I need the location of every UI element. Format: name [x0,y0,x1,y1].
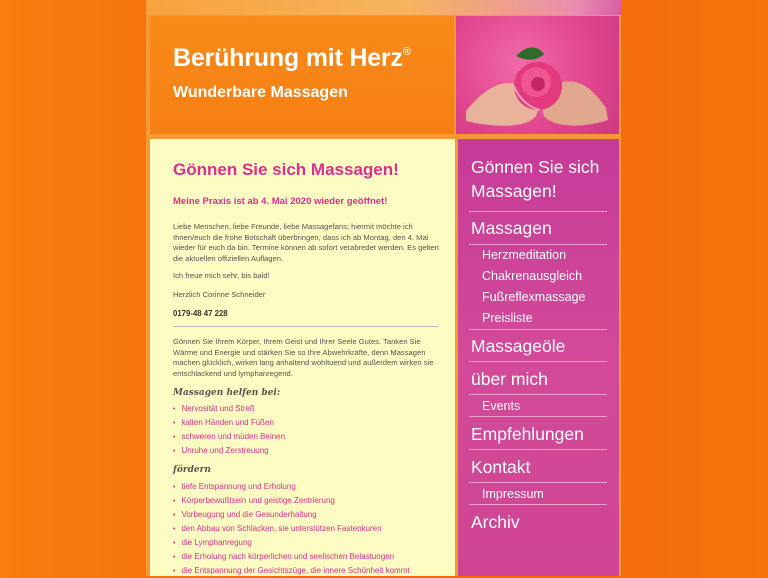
nav-item-empfehlungen[interactable]: Empfehlungen [471,424,584,444]
promotes-heading: fördern [173,465,211,475]
bullet-icon: • [173,540,176,547]
page-wrapper [146,0,621,576]
intro-paragraph: Liebe Menschen, liebe Freunde, liebe Massagefans; hiermit möchte ich Ihnen/euch die frohe Botschaft überbringen, dass ich ab Montag, den 4. Mai wieder für euch da bin. Termine können ab sofort verabredet werden. Es gelten die aktuellen offiziellen Auflagen. [173,222,439,263]
page-title: Gönnen Sie sich Massagen! [173,160,399,179]
site-title-text: Berührung mit Herz [173,44,403,72]
nav-divider [469,449,607,450]
registered-mark: ® [402,46,411,58]
nav-divider [469,482,607,483]
nav-divider [469,504,607,505]
promotes-list [173,480,410,578]
bullet-icon: • [173,526,176,533]
nav-item-home[interactable] [471,155,599,203]
nav-subitem-impressum[interactable]: Impressum [482,487,544,501]
bullet-icon: • [173,512,176,519]
list-item: • die Entspannung der Gesichtszüge, die innere Schönheit kommt [173,566,410,575]
nav-home-line1: Gönnen Sie sich [471,157,600,177]
reopening-notice: Meine Praxis ist ab 4. Mai 2020 wieder geöffnet! [173,196,388,207]
nav-item-massagen[interactable]: Massagen [471,218,552,238]
divider [173,326,439,327]
nav-subitem-events[interactable]: Events [482,399,521,413]
nav-subitem-fussreflexmassage[interactable]: Fußreflexmassage [482,290,586,304]
bullet-icon: • [173,434,176,441]
list-item: • kalten Händen und Füßen [173,418,274,427]
signature: Herzlich Corinne Schneider [173,290,266,299]
nav-divider [469,244,607,245]
nav-subitem-herzmeditation[interactable]: Herzmeditation [482,248,567,262]
bullet-icon: • [173,484,176,491]
nav-subitem-chakrenausgleich[interactable]: Chakrenausgleich [482,269,583,283]
nav-item-massageoele[interactable]: Massageöle [471,336,566,356]
site-header [150,16,454,134]
main-content [150,139,455,576]
nav-divider [469,394,607,395]
nav-divider [469,211,607,212]
bullet-icon: • [173,568,176,575]
nav-divider [469,416,607,417]
helps-list [173,402,285,458]
nav-home-line2: Massagen! [471,181,557,201]
list-item: • die Lymphanregung [173,538,252,547]
list-item: • die Erholung nach körperlichen und seelischen Belastungen [173,552,395,561]
closing-line: Ich freue mich sehr, bis bald! [173,271,270,280]
nav-divider [469,329,607,330]
list-item: • Unruhe und Zerstreuung [173,446,269,455]
nav-item-ueber-mich[interactable]: über mich [471,369,548,389]
bullet-icon: • [173,498,176,505]
site-subtitle: Wunderbare Massagen [173,84,348,101]
nav-item-kontakt[interactable]: Kontakt [471,457,531,477]
top-bar [146,0,621,15]
phone-number: 0179-48 47 228 [173,309,228,318]
bullet-icon: • [173,448,176,455]
bullet-icon: • [173,406,176,413]
bullet-icon: • [173,554,176,561]
sidebar-nav [458,139,619,576]
list-item: • Körperbewußtsein und geistige Zentrierung [173,496,335,505]
list-item: • Nervosität und Streß [173,404,255,413]
bullet-icon: • [173,420,176,427]
list-item: • Vorbeugung und die Gesunderhaltung [173,510,317,519]
site-title[interactable] [173,44,411,73]
helps-heading: Massagen helfen bei: [173,388,281,398]
nav-item-archiv[interactable]: Archiv [471,512,520,532]
list-item: • schweren und müden Beinen [173,432,286,441]
body-paragraph: Gönnen Sie Ihrem Körper, Ihrem Geist und Ihrer Seele Gutes. Tanken Sie Wärme und Energie und stärken Sie so Ihre Abwehrkräfte, denn Massagen machen glücklich, wirken lang anhaltend wohltuend und außerdem wirken sie entschlackend und lymphanregend. [173,337,434,378]
header-photo-hands-rose [456,16,619,134]
nav-subitem-preisliste[interactable]: Preisliste [482,311,533,325]
nav-divider [469,361,607,362]
list-item: • tiefe Entspannung und Erholung [173,482,296,491]
list-item: • den Abbau von Schlacken, sie unterstützen Fastenkuren [173,524,382,533]
